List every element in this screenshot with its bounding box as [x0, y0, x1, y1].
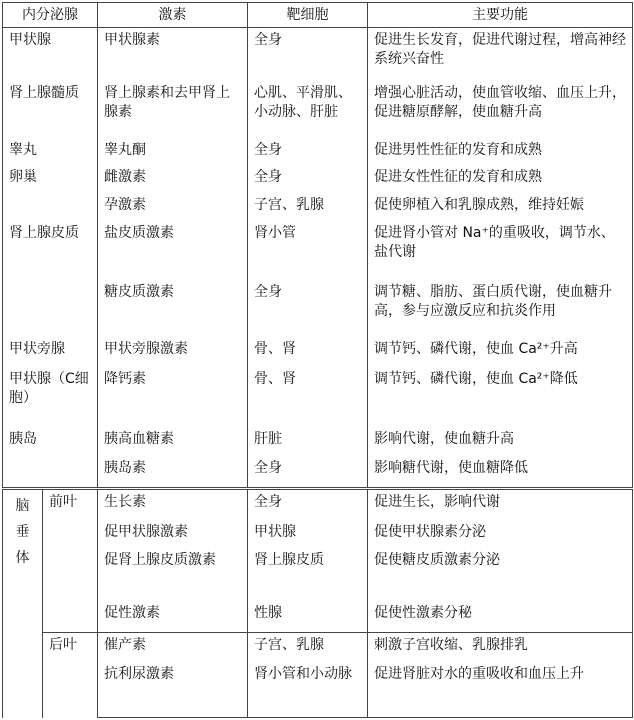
gland-cell: 甲状旁腺: [3, 337, 98, 367]
table-row: [3, 601, 633, 633]
function-cell: 调节钙、磷代谢，使血 Ca²⁺降低: [368, 367, 633, 426]
function-cell: 促使甲状腺素分泌: [368, 520, 633, 548]
function-cell: 促使性激素分秘: [368, 601, 633, 633]
function-cell: 促进生长发育，促进代谢过程，增高神经系统兴奋性: [368, 28, 633, 81]
hormone-cell: 盐皮质激素: [98, 221, 248, 280]
function-cell: 促使糖皮质激素分泌: [368, 548, 633, 601]
target-cell: 全身: [248, 28, 368, 81]
hormone-cell: 甲状腺素: [98, 28, 248, 81]
target-cell: 子宫、乳腺: [248, 193, 368, 221]
table-row: [3, 165, 633, 193]
gland-cell: 肾上腺髓质: [3, 81, 98, 138]
gland-cell: [3, 456, 98, 488]
gland-cell: [3, 193, 98, 221]
target-cell: 全身: [248, 165, 368, 193]
target-cell: 肾小管: [248, 221, 368, 280]
gland-cell: [3, 280, 98, 337]
hormone-cell: 雌激素: [98, 165, 248, 193]
hormone-cell: 糖皮质激素: [98, 280, 248, 337]
function-cell: 影响糖代谢，使血糖降低: [368, 456, 633, 488]
hormone-cell: 胰岛素: [98, 456, 248, 488]
hormone-cell: 催产素: [98, 632, 248, 662]
function-cell: 促使卵植入和乳腺成熟，维持妊娠: [368, 193, 633, 221]
table-row: [3, 138, 633, 166]
function-cell: 促进女性性征的发育和成熟: [368, 165, 633, 193]
function-cell: 促进肾小管对 Na⁺的重吸收，调节水、盐代谢: [368, 221, 633, 280]
function-cell: 促进肾脏对水的重吸收和血压上升: [368, 662, 633, 717]
target-cell: 心肌、平滑肌、小动脉、肝脏: [248, 81, 368, 138]
hormone-cell: 促性激素: [98, 601, 248, 633]
target-cell: 全身: [248, 138, 368, 166]
table-row: [3, 456, 633, 488]
gland-cell: 胰岛: [3, 427, 98, 457]
table-row: [3, 221, 633, 280]
hormone-cell: 促甲状腺激素: [98, 520, 248, 548]
hormone-cell: 抗利尿激素: [98, 662, 248, 717]
header-hormone: 激素: [98, 3, 248, 28]
table-row: [3, 367, 633, 426]
target-cell: 全身: [248, 456, 368, 488]
header-target: 靶细胞: [248, 3, 368, 28]
gland-cell: 卵巢: [3, 165, 98, 193]
table-row: [3, 427, 633, 457]
function-cell: 调节钙、磷代谢，使血 Ca²⁺升高: [368, 337, 633, 367]
table-row: [3, 662, 633, 717]
pituitary-label: 脑垂体: [15, 497, 30, 566]
hormone-cell: 胰高血糖素: [98, 427, 248, 457]
header-row: [3, 3, 633, 28]
function-cell: 促进男性性征的发育和成熟: [368, 138, 633, 166]
hormone-cell: 甲状旁腺激素: [98, 337, 248, 367]
hormone-cell: 孕激素: [98, 193, 248, 221]
target-cell: 性腺: [248, 601, 368, 633]
table-row: [3, 337, 633, 367]
function-cell: 促进生长，影响代谢: [368, 488, 633, 520]
header-gland: 内分泌腺: [3, 3, 98, 28]
gland-cell: 甲状腺（C细胞）: [3, 367, 98, 426]
hormone-cell: 生长素: [98, 488, 248, 520]
target-cell: 全身: [248, 488, 368, 520]
target-cell: 全身: [248, 280, 368, 337]
gland-cell: 甲状腺: [3, 28, 98, 81]
header-function: 主要功能: [368, 3, 633, 28]
target-cell: 肝脏: [248, 427, 368, 457]
hormone-cell: 促肾上腺皮质激素: [98, 548, 248, 601]
table-row: [3, 280, 633, 337]
function-cell: 刺激子宫收缩、乳腺排乳: [368, 632, 633, 662]
pituitary-label-cell: [3, 488, 43, 717]
table-row: [3, 548, 633, 601]
table-row: [3, 488, 633, 520]
gland-cell: 肾上腺皮质: [3, 221, 98, 280]
table-row: [3, 520, 633, 548]
target-cell: 子宫、乳腺: [248, 632, 368, 662]
hormone-cell: 肾上腺素和去甲肾上腺素: [98, 81, 248, 138]
hormone-cell: 睾丸酮: [98, 138, 248, 166]
target-cell: 甲状腺: [248, 520, 368, 548]
table-row: [3, 81, 633, 138]
target-cell: 骨、肾: [248, 367, 368, 426]
lobe-front-cell: 前叶: [43, 488, 98, 632]
hormone-cell: 降钙素: [98, 367, 248, 426]
target-cell: 肾上腺皮质: [248, 548, 368, 601]
function-cell: 增强心脏活动，使血管收缩、血压上升，促进糖原酵解，使血糖升高: [368, 81, 633, 138]
table-row: [3, 632, 633, 662]
gland-cell: 睾丸: [3, 138, 98, 166]
table-row: [3, 193, 633, 221]
function-cell: 调节糖、脂肪、蛋白质代谢，使血糖升高，参与应激反应和抗炎作用: [368, 280, 633, 337]
function-cell: 影响代谢，使血糖升高: [368, 427, 633, 457]
target-cell: 骨、肾: [248, 337, 368, 367]
table-row: [3, 28, 633, 81]
lobe-back-cell: 后叶: [43, 632, 98, 717]
target-cell: 肾小管和小动脉: [248, 662, 368, 717]
endocrine-table: [2, 2, 633, 718]
